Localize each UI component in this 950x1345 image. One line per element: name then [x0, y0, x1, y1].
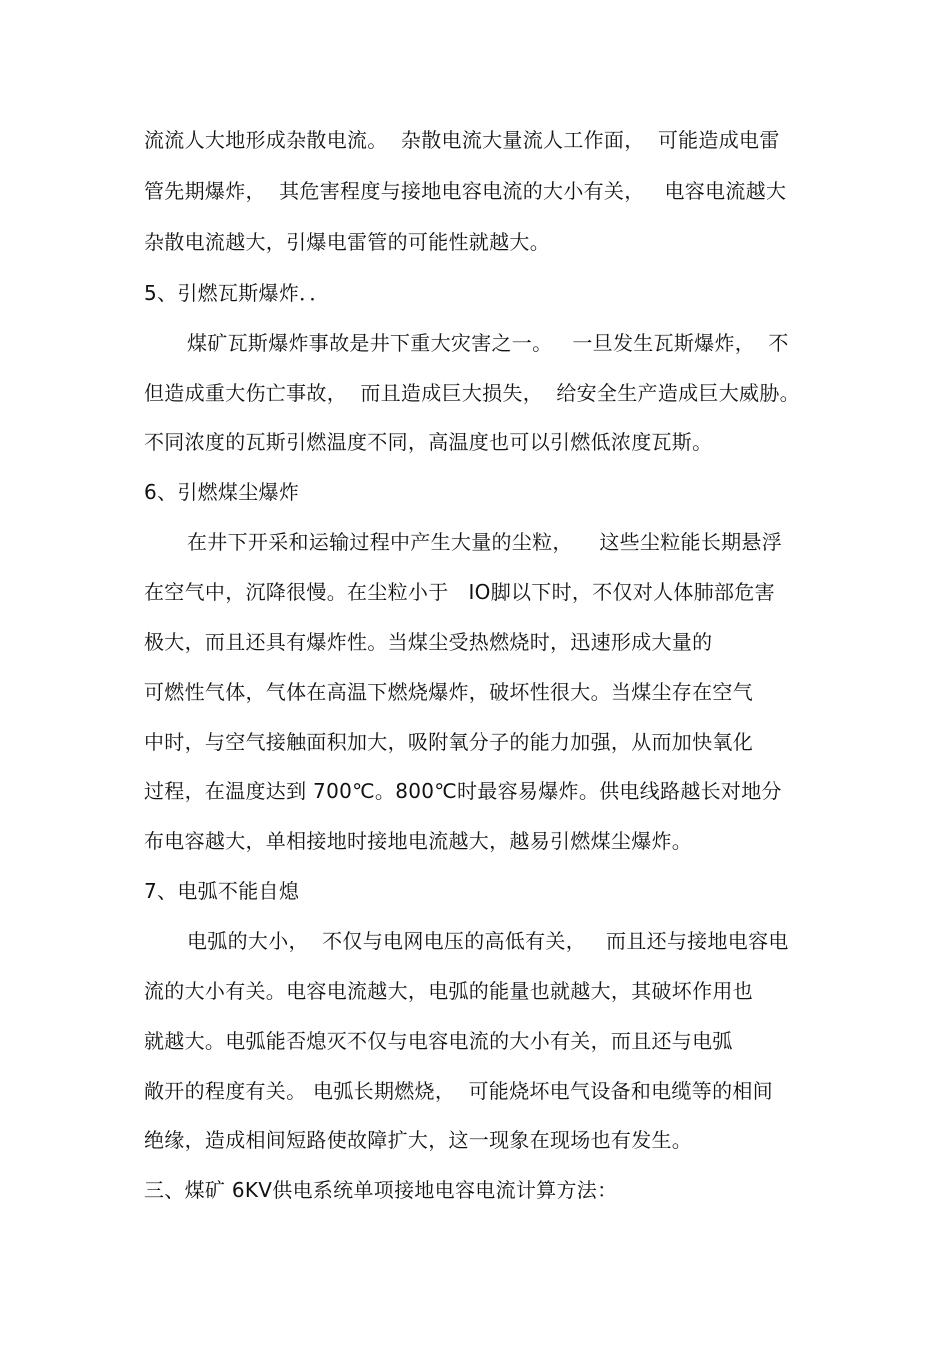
paragraph-line: 流的大小有关。电容电流越大，电弧的能量也就越大，其破坏作用也: [144, 979, 753, 1003]
paragraph-line: 管先期爆炸， 其危害程度与接地电容电流的大小有关， 电容电流越大: [144, 179, 787, 203]
paragraph-line: 可燃性气体，气体在高温下燃烧爆炸，破坏性很大。当煤尘存在空气: [144, 680, 753, 704]
paragraph-line: 中时，与空气接触面积加大，吸附氧分子的能力加强，从而加快氧化: [144, 730, 753, 754]
section-heading: 6、引燃煤尘爆炸: [144, 480, 300, 504]
paragraph-line: 就越大。电弧能否熄灭不仅与电容电流的大小有关，而且还与电弧: [144, 1029, 733, 1053]
paragraph-line: 极大，而且还具有爆炸性。当煤尘受热燃烧时，迅速形成大量的: [144, 630, 713, 654]
paragraph-line: 过程，在温度达到 700℃。800℃时最容易爆炸。供电线路越长对地分: [144, 779, 782, 803]
section-heading: 5、引燃瓦斯爆炸．．: [144, 281, 330, 305]
paragraph-line: 在空气中，沉降很慢。在尘粒小于 IO脚以下时，不仅对人体肺部危害: [144, 580, 775, 604]
paragraph-line: 流流人大地形成杂散电流。 杂散电流大量流人工作面， 可能造成电雷: [144, 128, 780, 152]
section-heading: 三、煤矿 6KV供电系统单项接地电容电流计算方法：: [144, 1178, 618, 1202]
paragraph-line: 杂散电流越大，引爆电雷管的可能性就越大。: [144, 230, 550, 254]
paragraph-line: 不同浓度的瓦斯引燃温度不同，高温度也可以引燃低浓度瓦斯。: [144, 430, 713, 454]
paragraph-line: 电弧的大小， 不仅与电网电压的高低有关， 而且还与接地电容电: [187, 929, 789, 953]
paragraph-line: 敞开的程度有关。 电弧长期燃烧， 可能烧坏电气设备和电缆等的相间: [144, 1079, 773, 1103]
paragraph-line: 但造成重大伤亡事故， 而且造成巨大损失， 给安全生产造成巨大威胁。: [144, 381, 800, 405]
section-heading: 7、电弧不能自熄: [144, 879, 300, 903]
paragraph-line: 在井下开采和运输过程中产生大量的尘粒， 这些尘粒能长期悬浮: [187, 530, 783, 554]
paragraph-line: 煤矿瓦斯爆炸事故是井下重大灾害之一。 一旦发生瓦斯爆炸， 不: [187, 331, 789, 355]
paragraph-line: 绝缘，造成相间短路使故障扩大，这一现象在现场也有发生。: [144, 1128, 693, 1152]
paragraph-line: 布电容越大，单相接地时接地电流越大，越易引燃煤尘爆炸。: [144, 829, 693, 853]
